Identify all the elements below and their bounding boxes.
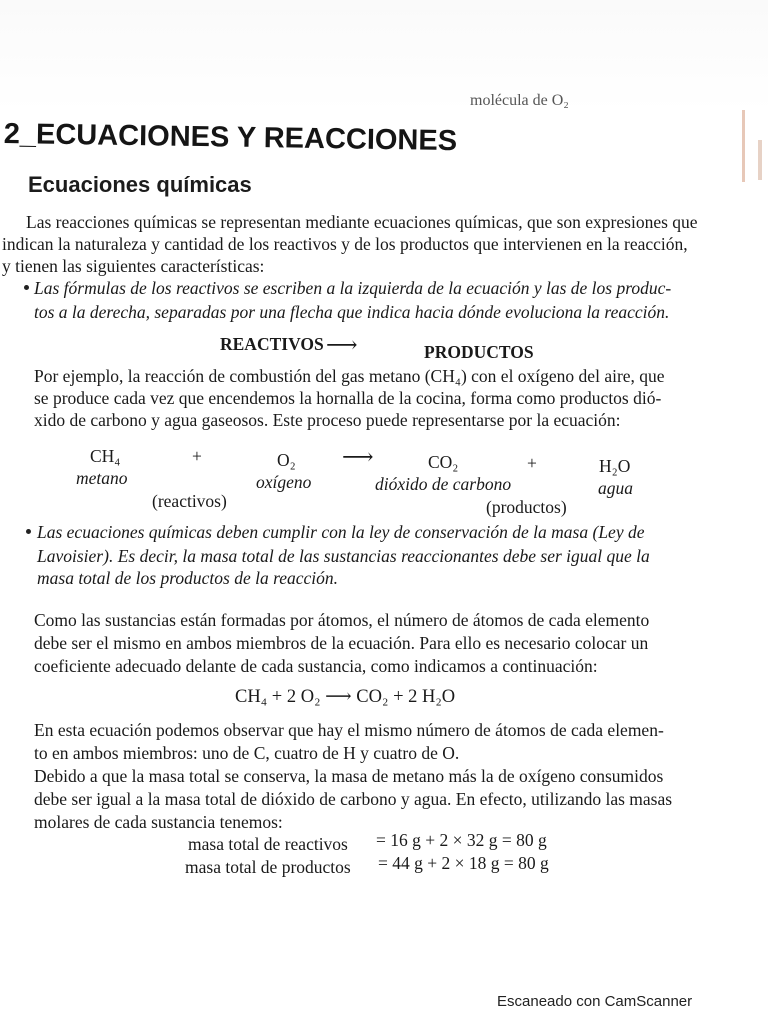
scheme-arrow: ⟶	[326, 332, 358, 357]
observe-line-3: Debido a que la masa total se conserva, la masa de metano más la de oxígeno consumidos	[34, 766, 664, 786]
name-oxigeno: oxígeno	[256, 472, 312, 492]
observe-line-2: to en ambos miembros: uno de C, cuatro de H y cuatro de O.	[34, 743, 460, 763]
bullet2-line-2: Lavoisier). Es decir, la masa total de las sustancias reaccionantes debe ser igual que la	[37, 546, 650, 566]
scan-shadow	[0, 0, 768, 112]
group-reactivos: (reactivos)	[152, 491, 227, 511]
intro-line-1: Las reacciones químicas se representan mediante ecuaciones químicas, que son expresiones que	[26, 212, 698, 232]
formula-o2: O₂	[277, 450, 296, 470]
intro-line-2: indican la naturaleza y cantidad de los reactivos y de los productos que intervienen en la reacción,	[2, 234, 688, 254]
mass-label-reactivos: masa total de reactivos	[188, 834, 348, 854]
example-line-3: xido de carbono y agua gaseosos. Este proceso puede representarse por la ecuación:	[34, 410, 621, 430]
mass-value-reactivos: = 16 g + 2 × 32 g = 80 g	[376, 830, 547, 850]
atoms-line-3: coeficiente adecuado delante de cada sustancia, como indicamos a continuación:	[34, 656, 598, 676]
group-productos: (productos)	[486, 497, 567, 517]
mass-value-productos: = 44 g + 2 × 18 g = 80 g	[378, 853, 549, 873]
observe-line-4: debe ser igual a la masa total de dióxido de carbono y agua. En efecto, utilizando las masas	[34, 789, 673, 809]
name-dioxido: dióxido de carbono	[375, 474, 512, 494]
observe-line-1: En esta ecuación podemos observar que hay el mismo número de átomos de cada elemen-	[34, 720, 664, 740]
observe-line-5: molares de cada sustancia tenemos:	[34, 812, 283, 832]
bullet1-line-1: Las fórmulas de los reactivos se escriben a la izquierda de la ecuación y las de los produc-	[34, 278, 672, 298]
atoms-line-1: Como las sustancias están formadas por átomos, el número de átomos de cada elemento	[34, 610, 650, 630]
scheme-productos: PRODUCTOS	[424, 342, 534, 362]
scheme-reactivos: REACTIVOS	[220, 334, 324, 354]
bullet-2	[26, 529, 31, 534]
name-metano: metano	[76, 468, 128, 488]
margin-mark	[742, 110, 745, 182]
plus-1: +	[192, 446, 202, 466]
mass-label-productos: masa total de productos	[185, 857, 351, 877]
name-agua: agua	[598, 478, 633, 498]
balanced-equation: CH₄ + 2 O₂ ⟶ CO₂ + 2 H₂O	[235, 687, 456, 707]
bullet2-line-3: masa total de los productos de la reacción.	[37, 568, 339, 588]
bullet2-line-1: Las ecuaciones químicas deben cumplir con la ley de conservación de la masa (Ley de	[37, 522, 645, 542]
formula-h2o: H₂O	[599, 456, 631, 476]
header-fragment: molécula de O₂	[470, 92, 569, 109]
intro-line-3: y tienen las siguientes características:	[2, 256, 265, 276]
formula-ch4: CH₄	[90, 446, 121, 466]
bullet1-line-2: tos a la derecha, separadas por una flecha que indica hacia dónde evoluciona la reacción.	[34, 302, 670, 322]
subsection-title: Ecuaciones químicas	[28, 172, 252, 197]
plus-2: +	[527, 453, 537, 473]
section-title: 2_ECUACIONES Y REACCIONES	[3, 118, 458, 158]
atoms-line-2: debe ser el mismo en ambos miembros de la ecuación. Para ello es necesario colocar un	[34, 633, 649, 653]
margin-mark-2	[758, 140, 762, 180]
footer-watermark: Escaneado con CamScanner	[497, 993, 693, 1010]
reaction-arrow-1: ⟶	[342, 444, 374, 469]
example-line-1: Por ejemplo, la reacción de combustión del gas metano (CH₄) con el oxígeno del aire, que	[34, 366, 665, 386]
example-line-2: se produce cada vez que encendemos la hornalla de la cocina, forma como productos dió-	[34, 388, 662, 408]
formula-co2: CO₂	[428, 452, 459, 472]
bullet-1	[24, 285, 29, 290]
